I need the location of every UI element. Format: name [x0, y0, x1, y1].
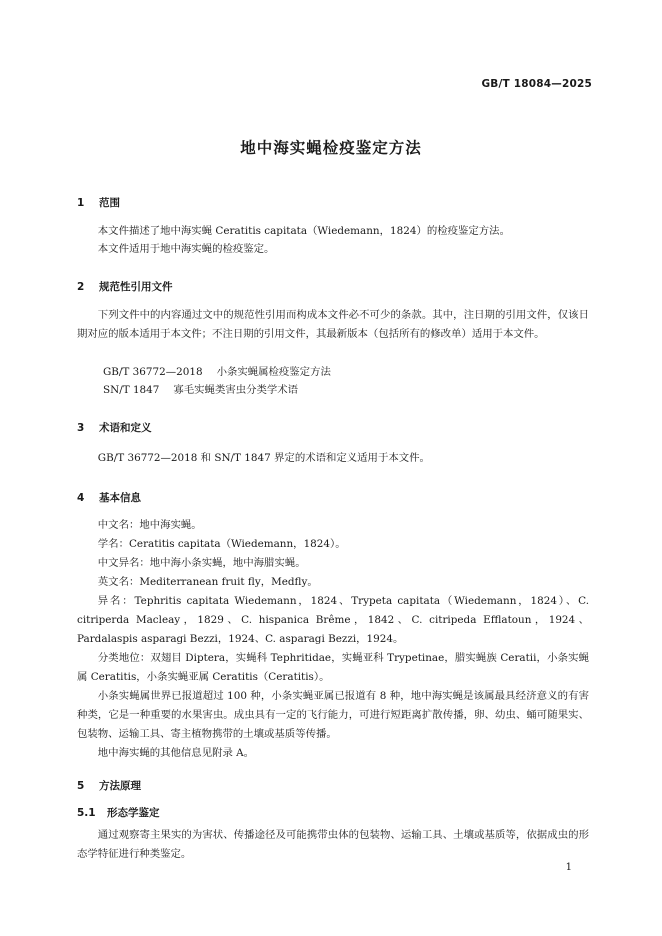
section-title: 术语和定义 — [99, 422, 152, 434]
section-1-heading — [77, 195, 120, 210]
section-number: 2 — [77, 281, 85, 293]
english-name: 英文名：Mediterranean fruit fly，Medfly。 — [97, 576, 318, 588]
subsection-number: 5.1 — [77, 807, 96, 819]
paragraph: 下列文件中的内容通过文中的规范性引用而构成本文件必不可少的条款。其中，注日期的引用文件，仅该日期对应的版本适用于本文件；不注日期的引用文件，其最新版本（包括所有的修改单）适用于本文件。 — [77, 309, 589, 340]
page-number: 1 — [565, 862, 572, 873]
paragraph: GB/T 36772—2018 和 SN/T 1847 界定的术语和定义适用于本文件。 — [97, 452, 430, 464]
normative-reference — [103, 363, 331, 382]
section-title: 基本信息 — [99, 492, 141, 504]
section-number: 5 — [77, 780, 85, 792]
subsection-5-1-heading — [77, 805, 160, 820]
section-number: 3 — [77, 422, 85, 434]
section-title: 规范性引用文件 — [99, 281, 173, 293]
document-title: 地中海实蝇检疫鉴定方法 — [240, 139, 422, 157]
paragraph: 本文件描述了地中海实蝇 Ceratitis capitata（Wiedemann，1824）的检疫鉴定方法。 — [97, 225, 510, 237]
synonyms: 异名：Tephritis capitata Wiedemann，1824、Trypeta capitata（Wiedemann，1824）、C. citriperda Macleay，1829、C. hispanica Brême，1842、C. citripeda Efflatoun，1924、Pardalaspis asparagi Bezzi，1924、C. asparagi Bezzi，1924。 — [77, 595, 589, 645]
chinese-synonym: 中文异名：地中海小条实蝇，地中海腊实蝇。 — [97, 557, 306, 569]
section-2-heading — [77, 279, 173, 294]
standard-number: GB/T 18084—2025 — [481, 78, 592, 90]
taxonomic-status: 分类地位：双翅目 Diptera，实蝇科 Tephritidae，实蝇亚科 Trypetinae，腊实蝇族 Ceratii，小条实蝇属 Ceratitis，小条实蝇亚属 Ceratitis（Ceratitis）。 — [77, 652, 589, 683]
reference-title: 小条实蝇属检疫鉴定方法 — [216, 366, 331, 378]
section-number: 4 — [77, 492, 85, 504]
subsection-title: 形态学鉴定 — [107, 807, 160, 819]
description: 小条实蝇属世界已报道超过 100 种，小条实蝇亚属已报道有 8 种，地中海实蝇是该属最具经济意义的有害种类，它是一种重要的水果害虫。成虫具有一定的飞行能力，可进行短距离扩散传播，卵、幼虫、蛹可随果实、包装物、运输工具、寄主植物携带的土壤或基质等传播。 — [77, 690, 589, 740]
chinese-name: 中文名：地中海实蝇。 — [97, 519, 202, 531]
normative-reference — [103, 381, 298, 400]
section-number: 1 — [77, 197, 85, 209]
reference-code: GB/T 36772—2018 — [103, 366, 203, 378]
paragraph: 通过观察寄主果实的为害状、传播途径及可能携带虫体的包装物、运输工具、土壤或基质等，依据成虫的形态学特征进行种类鉴定。 — [77, 829, 589, 860]
section-5-heading — [77, 778, 141, 793]
section-3-heading — [77, 420, 152, 435]
section-title: 范围 — [99, 197, 120, 209]
reference-title: 寡毛实蝇类害虫分类学术语 — [173, 384, 299, 396]
section-4-heading — [77, 490, 141, 505]
reference-code: SN/T 1847 — [103, 384, 160, 396]
scientific-name: 学名：Ceratitis capitata（Wiedemann，1824）。 — [97, 538, 346, 550]
paragraph: 本文件适用于地中海实蝇的检疫鉴定。 — [97, 243, 275, 255]
section-title: 方法原理 — [99, 780, 141, 792]
annex-reference: 地中海实蝇的其他信息见附录 A。 — [97, 747, 255, 759]
